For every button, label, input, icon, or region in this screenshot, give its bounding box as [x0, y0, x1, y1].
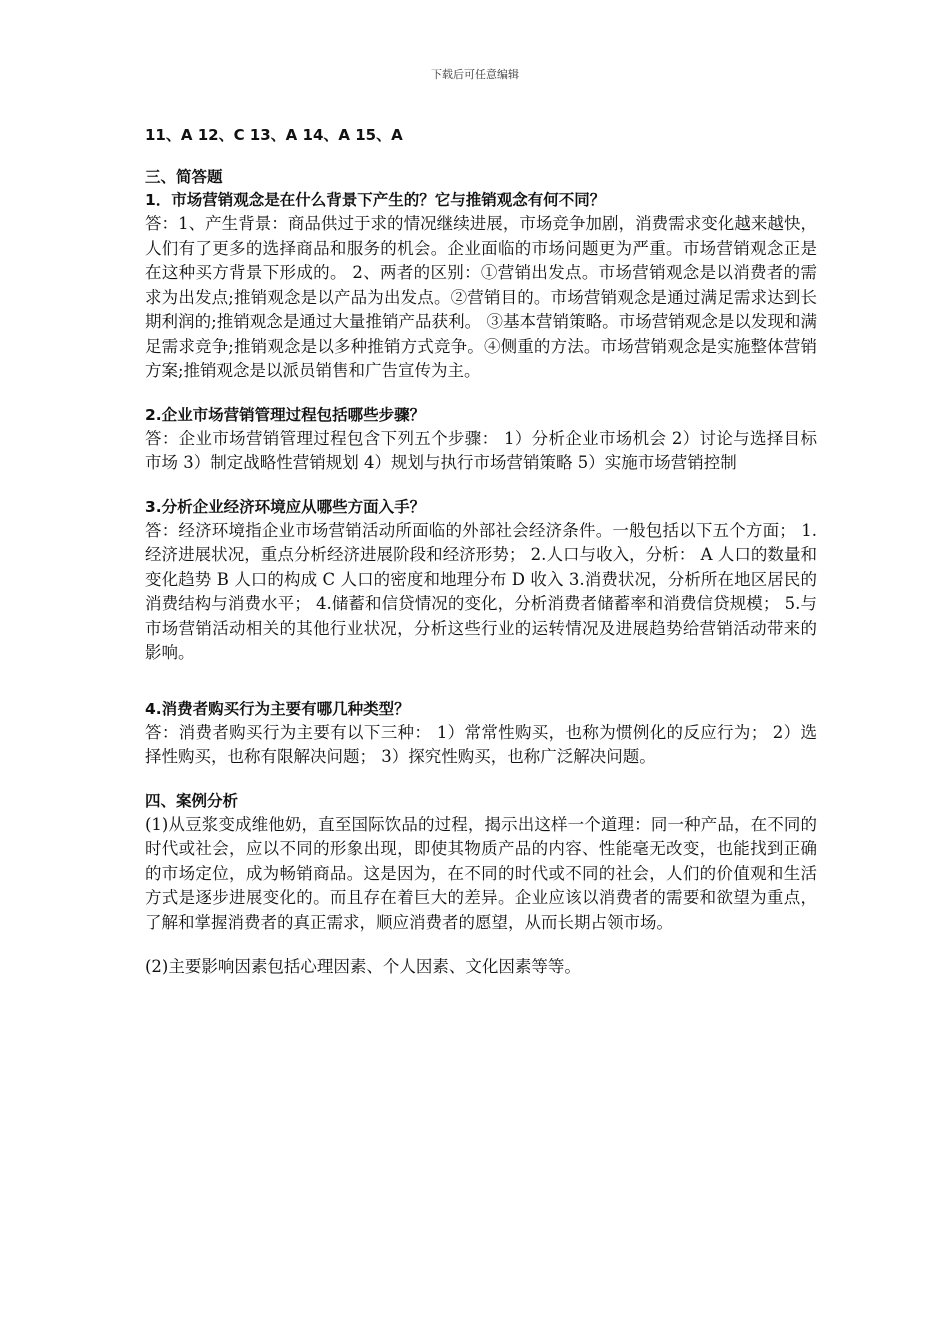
answer-4: 答：消费者购买行为主要有以下三种： 1）常常性购买，也称为惯例化的反应行为； 2）选择性购买，也称有限解决问题； 3）探究性购买，也称广泛解决问题。 [145, 722, 817, 766]
page-header: 下载后可任意编辑 [431, 68, 519, 81]
spacer [145, 476, 817, 496]
answer-key-line: 11、A 12、C 13、A 14、A 15、A [145, 126, 403, 144]
case-analysis-paragraph-2: (2)主要影响因素包括心理因素、个人因素、文化因素等等。 [145, 957, 581, 976]
spacer [145, 666, 817, 698]
question-3: 3.分析企业经济环境应从哪些方面入手？ [145, 497, 426, 516]
spacer [145, 384, 817, 404]
answer-2: 答：企业市场营销管理过程包含下列五个步骤： 1）分析企业市场机会 2）讨论与选择目标市场 3）制定战略性营销规划 4）规划与执行市场营销策略 5）实施市场营销控制 [145, 428, 817, 472]
section-title-short-answer: 三、简答题 [145, 168, 223, 186]
spacer [145, 935, 817, 955]
question-1: 1．市场营销观念是在什么背景下产生的？它与推销观念有何不同？ [145, 191, 606, 209]
question-4: 4.消费者购买行为主要有哪几种类型？ [145, 699, 410, 718]
answer-1: 答：1、产生背景：商品供过于求的情况继续进展，市场竞争加剧，消费需求变化越来越快， 人们有了更多的选择商品和服务的机会。企业面临的市场问题更为严重。市场营销观念正是在这种买方背景下形成的。 2、两者的区别：①营销出发点。市场营销观念是以消费者的需求为出发点;推销观念是以产品为出发点。②营销目的。市场营销观念是通过满足需求达到长期利润的;推销观念是通过大量推销产品获利。 ③基本营销策略。市场营销观念是以发现和满足需求竞争;推销观念是以多种推销方式竞争。④侧重的方法。市场营销观念是实施整体营销方案;推销观念是以派员销售和广告宣传为主。 [145, 214, 817, 380]
document-body [145, 122, 817, 980]
section-title-case-analysis: 四、案例分析 [145, 791, 239, 810]
case-analysis-paragraph-1: (1)从豆浆变成维他奶，直至国际饮品的过程，揭示出这样一个道理：同一种产品，在不同的时代或社会，应以不同的形象出现，即使其物质产品的内容、性能毫无改变，也能找到正确的市场定位，成为畅销商品。这是因为，在不同的时代或不同的社会，人们的价值观和生活方式是逐步进展变化的。而且存在着巨大的差异。企业应该以消费者的需要和欲望为重点，了解和掌握消费者的真正需求，顺应消费者的愿望，从而长期占领市场。 [145, 814, 817, 932]
spacer [145, 770, 817, 790]
question-2: 2.企业市场营销管理过程包括哪些步骤？ [145, 405, 426, 424]
answer-3: 答：经济环境指企业市场营销活动所面临的外部社会经济条件。一般包括以下五个方面； 1.经济进展状况，重点分析经济进展阶段和经济形势； 2.人口与收入，分析： A 人口的数量和变化趋势 B 人口的构成 C 人口的密度和地理分布 D 收入 3.消费状况，分析所在地区居民的消费结构与消费水平； 4.储蓄和信贷情况的变化，分析消费者储蓄率和消费信贷规模； 5.与市场营销活动相关的其他行业状况，分析这些行业的运转情况及进展趋势给营销活动带来的影响。 [145, 520, 817, 662]
